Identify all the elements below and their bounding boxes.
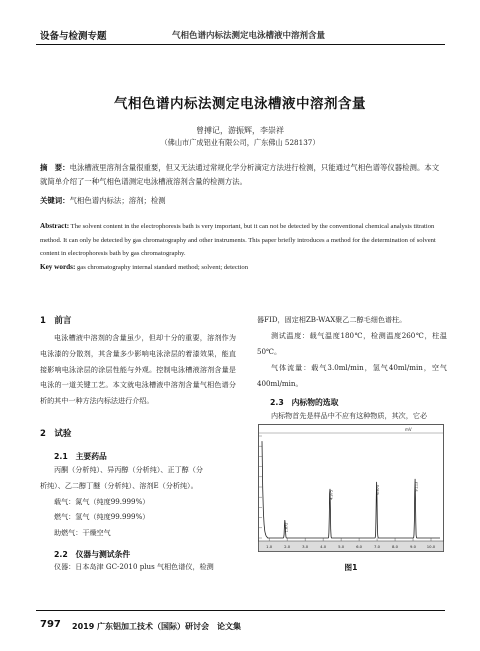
section-2-3-text: 内标物首先是样品中不应有这种物质，其次，它必 xyxy=(271,411,428,420)
keywords-cn-text: 气相色谱内标法；溶剂；检测 xyxy=(69,196,166,205)
section-1-heading: 1 前言 xyxy=(40,316,72,326)
page-number: 797 xyxy=(40,619,61,630)
abstract-cn-text: 电泳槽液里溶剂含量很重要，但又无法通过常规化学分析滴定方法进行检测，只能通过气相色谱等仪器检测。本文就简单介绍了一种气相色谱测定电泳槽液溶剂含量的检测方法。 xyxy=(40,163,440,186)
reagent-line: 析纯）、乙二醇丁醚（分析纯）、溶剂E（分析纯）。 xyxy=(40,480,198,490)
x-tick-label: 6.0 xyxy=(356,544,363,549)
detector-text: 器FID，固定相ZB-WAX聚乙二醇毛细色谱柱。 xyxy=(257,315,407,324)
chart-unit-label: mV xyxy=(405,427,412,432)
abstract-en xyxy=(40,220,444,261)
abstract-en-text: The solvent content in the electrophoresis bath is very important, but it can not be detected by the conventional chemical analysis titration method. It can only be detected by gas chromatography and other instruments. This paper briefly introduces a method for the determination of solvent content in electrophoresis bath by gas chromatography. xyxy=(40,223,436,258)
section-2-heading: 2 试验 xyxy=(40,429,72,439)
x-tick-label: 2.0 xyxy=(284,544,291,549)
fuel-gas-line: 燃气：氢气（纯度99.999%） xyxy=(54,512,150,522)
x-tick-label: 5.0 xyxy=(338,544,345,549)
footer-rule xyxy=(36,610,445,611)
section-2-1-heading: 2.1 主要药品 xyxy=(54,452,107,461)
section-2-3-heading: 2.3 内标物的选取 xyxy=(270,398,339,407)
combustion-gas-line: 助燃气：干燥空气 xyxy=(54,528,111,538)
x-tick-label: 9.0 xyxy=(410,544,417,549)
section-2-1-list xyxy=(40,462,240,541)
figure-caption: 图1 xyxy=(344,563,358,572)
keywords-en-label: Key words: xyxy=(40,263,76,271)
header-running-title: 气相色谱内标法测定电泳槽液中溶剂含量 xyxy=(172,31,326,41)
x-tick-label: 8.0 xyxy=(392,544,399,549)
temperature-text: 测试温度：载气温度180℃，检测温度260℃，柱温50℃。 xyxy=(257,331,447,356)
peak-label: 9.113 xyxy=(414,481,419,492)
header-rule xyxy=(36,44,445,45)
reagent-line: 丙酮（分析纯）、异丙醇（分析纯）、正丁醇（分 xyxy=(54,465,203,474)
keywords-cn-label: 关键词： xyxy=(40,196,70,205)
section-1-text: 电泳槽液中溶剂的含量虽少，但却十分的重要，溶剂作为电泳漆的分散剂，其含量多少影响电泳涂层的着漆效果，能直接影响电泳涂层的涂层性能与外观。控制电泳槽液溶剂含量是电泳的一道关键工艺。本文就电泳槽液中溶剂含量气相色谱分析的其中一种方法内标法进行介绍。 xyxy=(40,333,236,406)
peak-label: 4.375 xyxy=(329,490,334,500)
x-tick-label: 3.0 xyxy=(302,544,309,549)
footer-text: 2019 广东铝加工技术（国际）研讨会 论文集 xyxy=(72,622,242,631)
x-tick-label: 10.0 xyxy=(426,544,436,549)
keywords-en-text: gas chromatography internal standard method; solvent; detection xyxy=(77,264,249,271)
peak-label: 6.975 xyxy=(376,484,381,495)
authors: 曾搏记，游振辉，李崇祥 xyxy=(196,126,284,135)
keywords-cn xyxy=(40,195,440,206)
abstract-cn-label: 摘 要： xyxy=(40,163,70,172)
keywords-en xyxy=(40,263,444,271)
abstract-cn xyxy=(40,161,440,189)
x-tick-label: 4.0 xyxy=(320,544,327,549)
x-tick-label: 7.0 xyxy=(374,544,381,549)
header-section-label: 设备与检测专题 xyxy=(40,31,107,42)
carrier-gas-line: 载气：氮气（纯度99.999%） xyxy=(54,496,150,506)
affiliation: （佛山市广成铝业有限公司，广东佛山 528137） xyxy=(160,138,320,147)
peak-label: 1.872 xyxy=(284,522,289,533)
paper-title: 气相色谱内标法测定电泳槽液中溶剂含量 xyxy=(114,96,366,112)
section-2-2-text: 仪器：日本岛津 GC-2010 plus 气相色谱仪，检测 xyxy=(54,562,214,571)
chromatogram-figure xyxy=(258,424,444,552)
section-2-2-heading: 2.2 仪器与测试条件 xyxy=(54,550,131,559)
gas-flow-text: 气体流量：载气3.0ml/min，氢气40ml/min，空气400ml/min。 xyxy=(257,363,447,388)
abstract-en-label: Abstract: xyxy=(40,222,70,230)
x-tick-label: 1.0 xyxy=(266,544,273,549)
